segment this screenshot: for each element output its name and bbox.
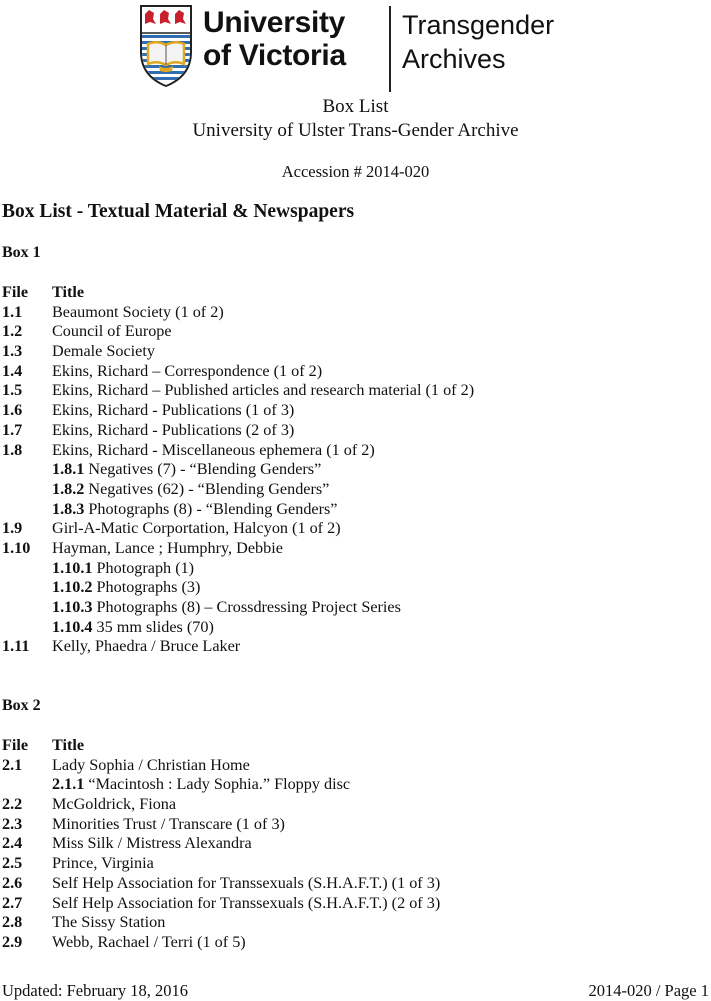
sub-file-title: Photographs (8) - “Blending Genders”	[88, 499, 338, 518]
university-name-line2: of Victoria	[203, 39, 346, 72]
sub-file-row	[2, 578, 474, 598]
file-row	[2, 322, 474, 342]
file-title: Demale Society	[52, 342, 155, 361]
section-title: Box List - Textual Material & Newspapers	[2, 201, 355, 222]
file-row	[2, 795, 440, 815]
file-number: 2.6	[2, 873, 23, 892]
file-title: Webb, Rachael / Terri (1 of 5)	[52, 932, 246, 951]
file-row	[2, 519, 474, 539]
file-row	[2, 441, 474, 461]
sub-file-row	[2, 559, 474, 579]
file-row	[2, 303, 474, 323]
logo-divider	[389, 6, 391, 92]
file-number: 2.7	[2, 893, 23, 912]
file-number: 2.8	[2, 913, 23, 932]
sub-file-entry	[2, 618, 214, 638]
column-header-row	[2, 736, 440, 756]
file-row	[2, 362, 474, 382]
sub-file-title: “Macintosh : Lady Sophia.” Floppy disc	[88, 775, 351, 794]
archives-name-line2: Archives	[402, 44, 506, 74]
file-number: 2.5	[2, 854, 23, 873]
sub-file-row	[2, 460, 474, 480]
sub-file-entry	[2, 480, 329, 500]
file-title: Hayman, Lance ; Humphry, Debbie	[52, 538, 283, 557]
sub-file-title: Negatives (7) - “Blending Genders”	[88, 460, 322, 479]
title-column-header: Title	[52, 283, 85, 301]
column-header-row	[2, 283, 474, 303]
file-row	[2, 933, 440, 953]
sub-file-number: 1.8.3	[52, 499, 85, 518]
file-title: Ekins, Richard - Publications (1 of 3)	[52, 401, 295, 420]
sub-file-row	[2, 500, 474, 520]
file-row	[2, 913, 440, 933]
file-row	[2, 874, 440, 894]
file-number: 2.2	[2, 795, 23, 814]
file-row	[2, 342, 474, 362]
file-number: 1.2	[2, 322, 23, 341]
file-row	[2, 815, 440, 835]
file-title: Ekins, Richard - Publications (2 of 3)	[52, 420, 295, 439]
file-number: 1.8	[2, 440, 23, 459]
file-title: Kelly, Phaedra / Bruce Laker	[52, 637, 241, 656]
box-2-heading: Box 2	[2, 697, 41, 714]
file-number: 2.9	[2, 932, 23, 951]
archives-name-line1: Transgender	[402, 10, 555, 40]
file-title: The Sissy Station	[52, 913, 166, 932]
accession-number: Accession # 2014-020	[281, 162, 430, 181]
file-row	[2, 834, 440, 854]
file-title: McGoldrick, Fiona	[52, 795, 177, 814]
file-row	[2, 894, 440, 914]
sub-file-row	[2, 775, 440, 795]
file-title: Minorities Trust / Transcare (1 of 3)	[52, 814, 285, 833]
document-title: Box List	[322, 96, 389, 117]
file-title: Ekins, Richard – Published articles and research material (1 of 2)	[52, 381, 475, 400]
sub-file-row	[2, 480, 474, 500]
sub-file-entry	[2, 500, 337, 520]
sub-file-number: 1.10.3	[52, 598, 93, 616]
sub-file-row	[2, 618, 474, 638]
sub-file-entry	[2, 775, 350, 795]
file-column-header: File	[2, 283, 29, 301]
university-name	[203, 6, 346, 72]
file-title: Self Help Association for Transsexuals (S.H.A.F.T.) (2 of 3)	[52, 893, 441, 912]
sub-file-number: 1.10.1	[52, 558, 93, 577]
sub-file-title: Photographs (3)	[96, 578, 201, 597]
file-number: 1.4	[2, 361, 23, 380]
title-column-header: Title	[52, 736, 85, 754]
file-number: 2.1	[2, 755, 23, 774]
file-number: 1.5	[2, 381, 23, 400]
page-number: 2014-020 / Page 1	[588, 981, 709, 1000]
sub-file-number: 1.10.4	[52, 617, 93, 636]
file-row	[2, 637, 474, 657]
updated-date: Updated: February 18, 2016	[2, 981, 189, 1000]
sub-file-number: 1.8.2	[52, 479, 85, 498]
file-title: Self Help Association for Transsexuals (S.H.A.F.T.) (1 of 3)	[52, 873, 441, 892]
box-2-list	[2, 736, 440, 953]
file-title: Prince, Virginia	[52, 854, 154, 873]
file-title: Ekins, Richard – Correspondence (1 of 2)	[52, 361, 323, 380]
sub-file-row	[2, 598, 474, 618]
file-row	[2, 381, 474, 401]
sub-file-number: 1.10.2	[52, 578, 93, 597]
uvic-crest-icon	[139, 4, 193, 88]
sub-file-title: Photograph (1)	[96, 558, 195, 577]
sub-file-number: 1.8.1	[52, 460, 85, 479]
file-number: 2.4	[2, 834, 23, 853]
file-row	[2, 756, 440, 776]
file-number: 1.10	[2, 538, 31, 557]
file-row	[2, 421, 474, 441]
archives-name	[402, 8, 554, 76]
file-title: Ekins, Richard - Miscellaneous ephemera (1 of 2)	[52, 440, 375, 459]
sub-file-title: Photographs (8) – Crossdressing Project Series	[96, 598, 401, 616]
file-number: 2.3	[2, 814, 23, 833]
file-number: 1.3	[2, 342, 23, 361]
collection-title: University of Ulster Trans-Gender Archive	[192, 120, 519, 141]
file-row	[2, 401, 474, 421]
sub-file-entry	[2, 460, 321, 480]
file-number: 1.7	[2, 420, 23, 439]
file-column-header: File	[2, 736, 29, 754]
box-1-heading: Box 1	[2, 244, 41, 261]
file-number: 1.9	[2, 519, 23, 538]
file-title: Girl-A-Matic Corportation, Halcyon (1 of 2)	[52, 519, 341, 538]
sub-file-entry	[2, 578, 200, 598]
university-name-line1: University	[203, 6, 346, 39]
sub-file-title: Negatives (62) - “Blending Genders”	[88, 479, 330, 498]
file-title: Council of Europe	[52, 322, 172, 341]
file-row	[2, 854, 440, 874]
file-number: 1.1	[2, 302, 23, 321]
file-number: 1.11	[2, 637, 30, 656]
university-logo	[139, 4, 579, 90]
file-title: Beaumont Society (1 of 2)	[52, 302, 224, 321]
sub-file-entry	[2, 598, 401, 618]
sub-file-entry	[2, 559, 194, 579]
sub-file-title: 35 mm slides (70)	[96, 617, 214, 636]
file-title: Lady Sophia / Christian Home	[52, 755, 250, 774]
box-1-list	[2, 283, 474, 657]
sub-file-number: 2.1.1	[52, 775, 85, 794]
file-title: Miss Silk / Mistress Alexandra	[52, 834, 252, 853]
file-row	[2, 539, 474, 559]
file-number: 1.6	[2, 401, 23, 420]
